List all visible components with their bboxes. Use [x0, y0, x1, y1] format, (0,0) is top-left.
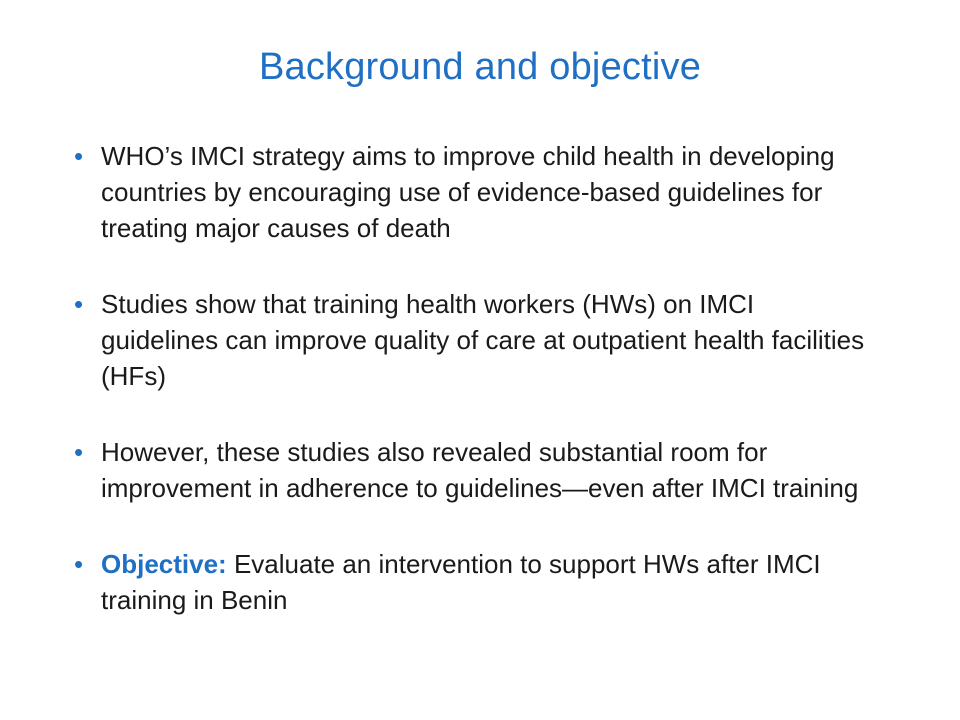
- bullet-dot-icon: •: [74, 549, 84, 579]
- bullet-text: However, these studies also revealed substantial room for improvement in adherence to guidelines—even after IMCI training: [101, 437, 859, 503]
- bullet-dot-icon: •: [74, 289, 84, 319]
- bullet-text: WHO’s IMCI strategy aims to improve child health in developing countries by encouraging use of evidence-based guidelines for treating major causes of death: [101, 141, 835, 243]
- bullet-item-objective: [74, 546, 874, 618]
- bullet-item-adherence: [74, 434, 874, 506]
- objective-label: Objective:: [101, 549, 227, 579]
- slide-title: Background and objective: [258, 46, 702, 88]
- bullet-text: Evaluate an intervention to support HWs after IMCI training in Benin: [101, 549, 821, 615]
- bullet-list: [74, 138, 874, 658]
- bullet-dot-icon: •: [74, 141, 84, 171]
- bullet-item-studies: [74, 286, 874, 394]
- bullet-text: Studies show that training health workers (HWs) on IMCI guidelines can improve quality of care at outpatient health facilities (HFs): [101, 289, 865, 391]
- bullet-dot-icon: •: [74, 437, 84, 467]
- bullet-item-imci-strategy: [74, 138, 874, 246]
